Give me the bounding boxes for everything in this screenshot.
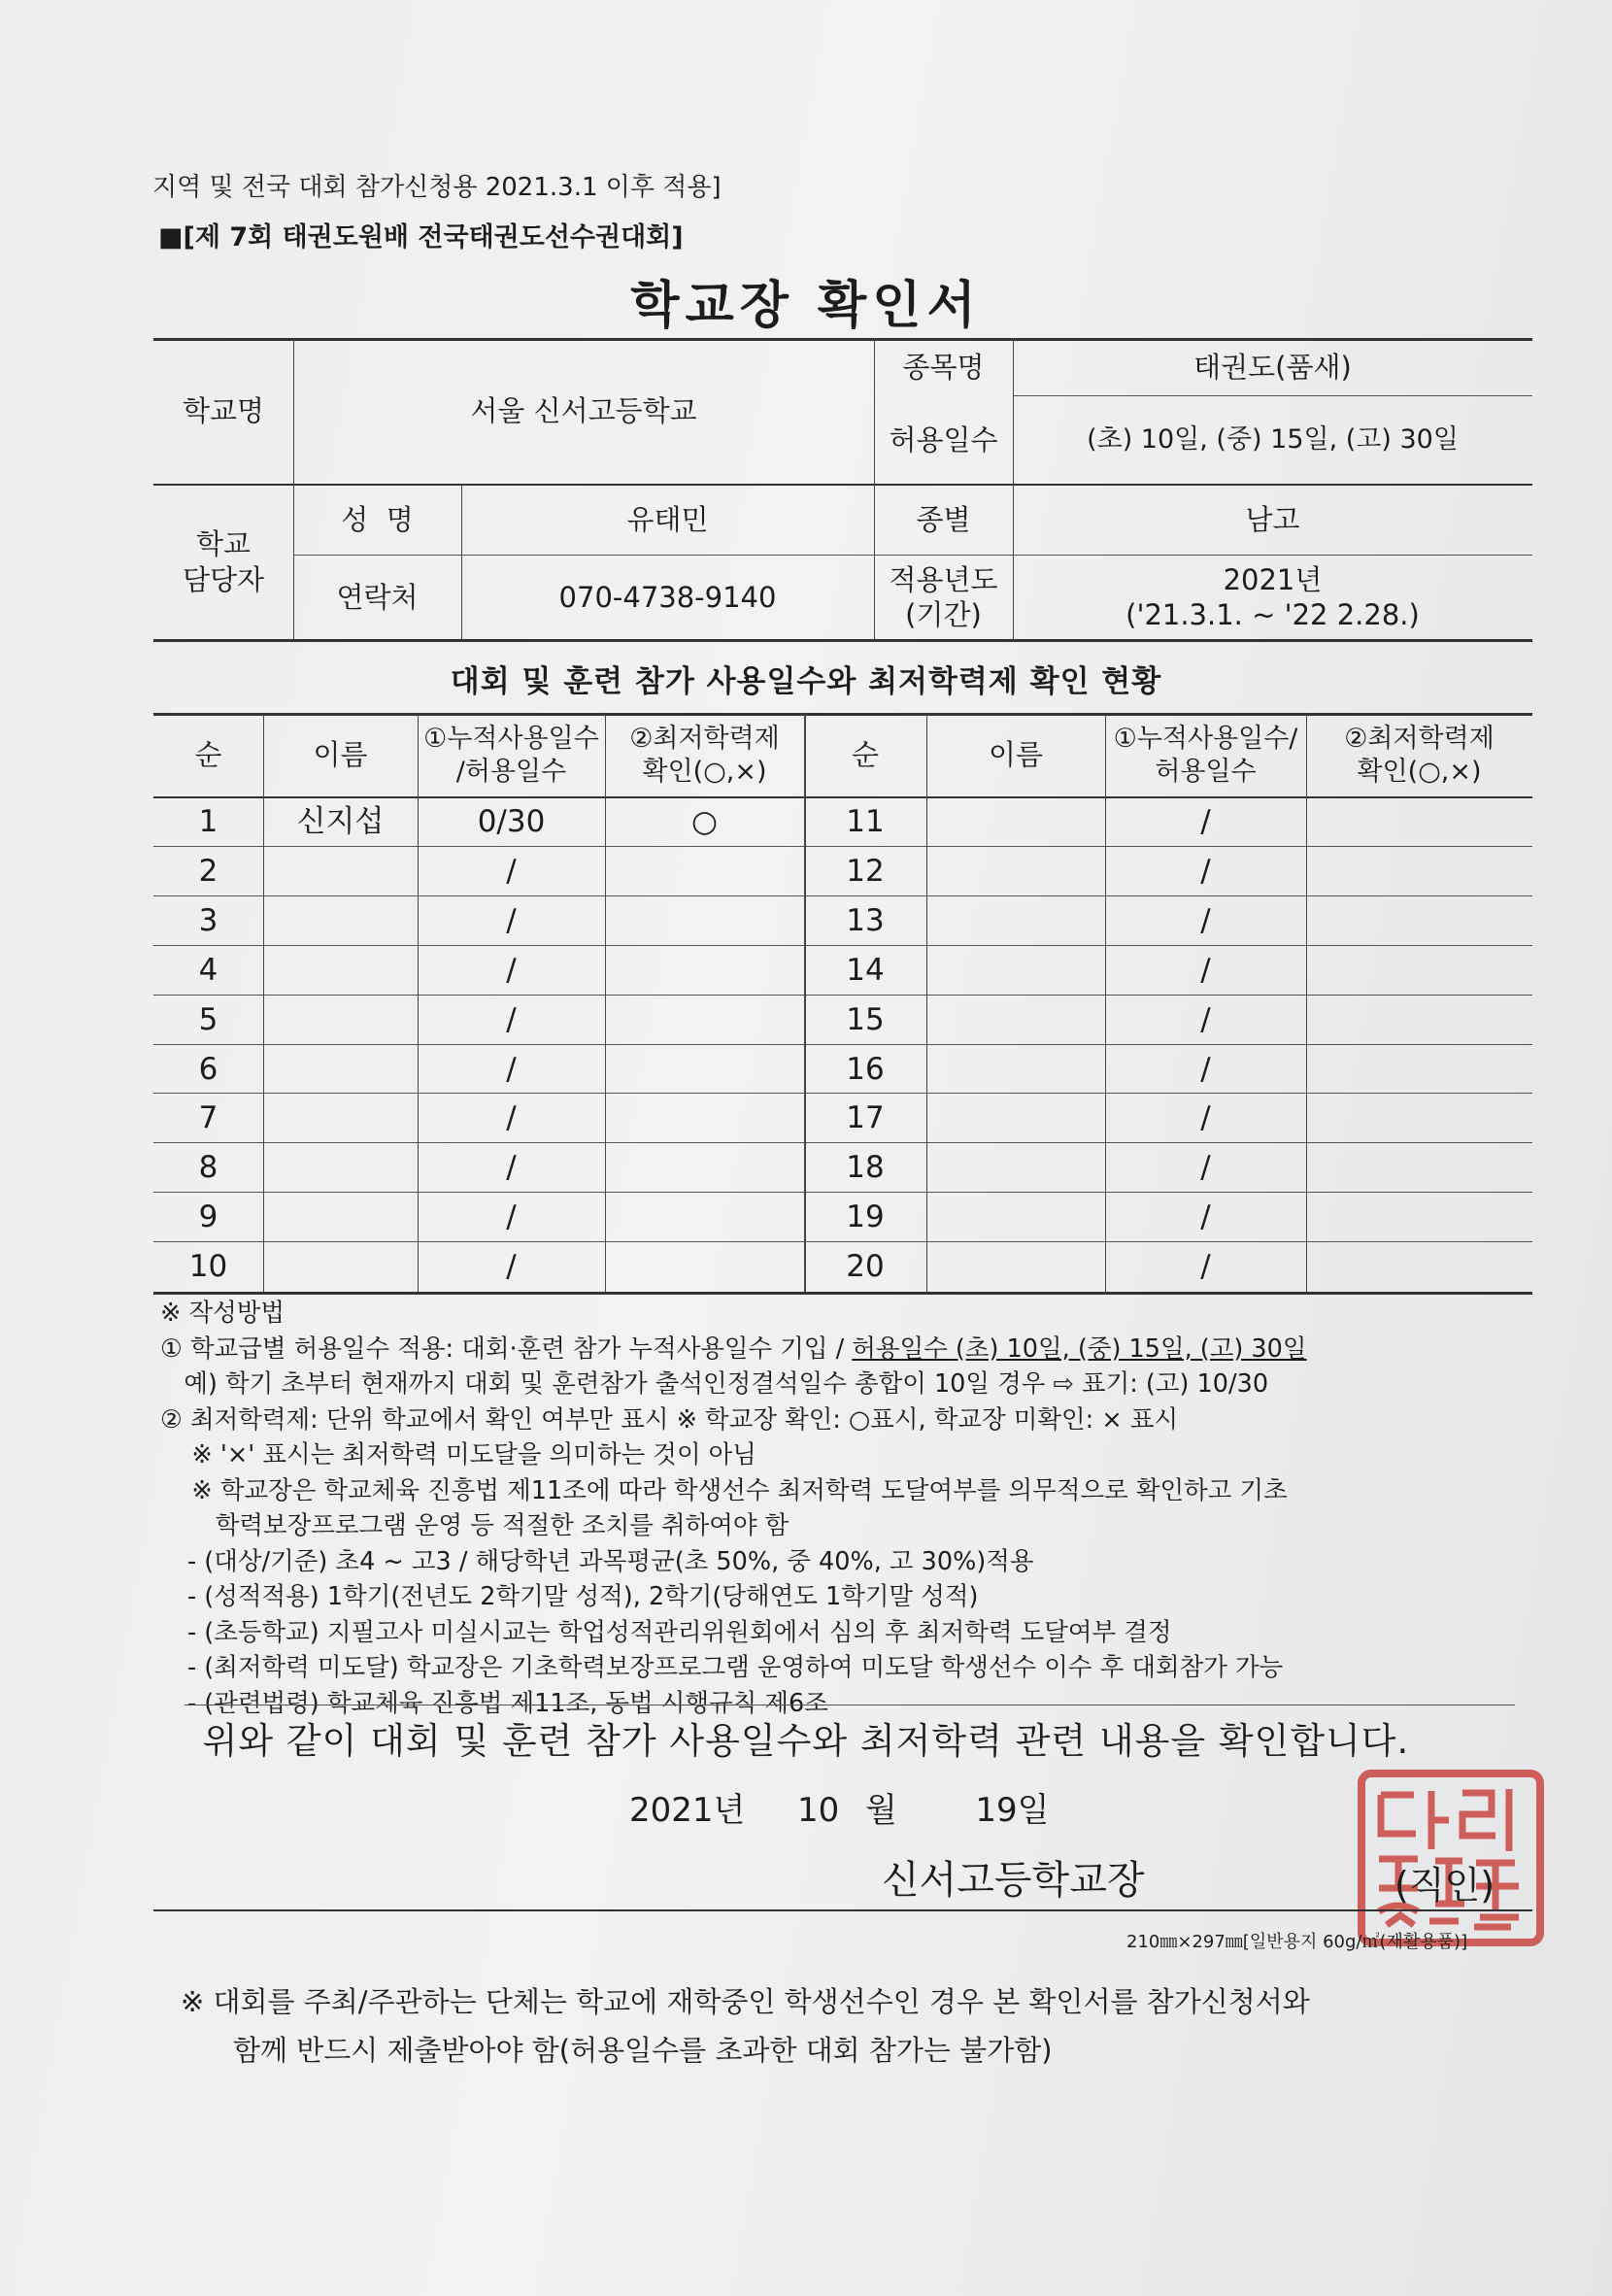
player-name: [263, 1094, 418, 1143]
signature-divider: [153, 1909, 1532, 1911]
footer-notice: [181, 1977, 1310, 2075]
academic-check: ○: [690, 804, 719, 840]
header-days-right: [1105, 714, 1306, 796]
criteria-line: - (관련법령) 학교체육 진흥법 제11조, 동법 시행규칙 제6조: [187, 1688, 828, 1718]
category-label: 종별: [916, 502, 971, 536]
row-number: 18: [846, 1150, 885, 1186]
player-name: [263, 946, 418, 996]
player-name: [263, 996, 418, 1045]
academic-check: [1306, 1193, 1532, 1242]
player-name: [926, 996, 1105, 1045]
header-check-right-line: 확인(○,×): [1357, 756, 1482, 787]
player-name: [263, 1242, 418, 1292]
header-check-right: [1306, 714, 1532, 796]
row-number: 2: [198, 853, 218, 889]
footer-notice-line: ※ 대회를 주최/주관하는 단체는 학교에 재학중인 학생선수인 경우 본 확인서를 참가신청서와: [181, 1985, 1310, 2018]
days-used: /: [1200, 1001, 1211, 1037]
sport-label: 종목명: [902, 350, 985, 384]
header-check-left-line: 확인(○,×): [642, 756, 767, 787]
row-number: 14: [846, 952, 885, 988]
player-name: [926, 1242, 1105, 1292]
academic-check: [605, 1045, 804, 1095]
allowed-days-underlined: 허용일수 (초) 10일, (중) 15일, (고) 30일: [852, 1334, 1307, 1364]
player-name: [926, 1094, 1105, 1143]
confirmation-date: 2021년 10 월 19일: [629, 1791, 1050, 1830]
row-number: 17: [846, 1100, 885, 1136]
player-name: [926, 1045, 1105, 1095]
player-name: 신지섭: [296, 804, 385, 840]
paper-spec: 210㎜×297㎜[일반용지 60g/㎡(재활용품)]: [1126, 1932, 1468, 1952]
academic-check: [1306, 946, 1532, 996]
year-label-line: 적용년도: [889, 562, 998, 596]
days-used: /: [1200, 1199, 1211, 1235]
player-name: [926, 1143, 1105, 1193]
header-check-right-line: ②최저학력제: [1344, 723, 1494, 754]
header-days-left-line: /허용일수: [455, 756, 567, 787]
confirmation-statement: 위와 같이 대회 및 훈련 참가 사용일수와 최저학력 관련 내용을 확인합니다.: [202, 1720, 1410, 1762]
days-used: /: [1200, 804, 1211, 840]
criteria-line: - (최저학력 미도달) 학교장은 기초학력보장프로그램 운영하여 미도달 학생선수 이수 후 대회참가 가능: [187, 1653, 1284, 1682]
contact-label: 연락처: [336, 580, 419, 614]
instruction-line: [160, 1332, 1307, 1367]
criteria-line: - (성적적용) 1학기(전년도 2학기말 성적), 2학기(당해연도 1학기말 성적): [187, 1582, 979, 1611]
player-name: [926, 896, 1105, 946]
academic-check: [605, 847, 804, 896]
year-value-year: 2021년: [1223, 562, 1323, 596]
academic-check: [1306, 847, 1532, 896]
year-label: [874, 556, 1013, 639]
player-name: [926, 1193, 1105, 1242]
days-used: /: [1200, 853, 1211, 889]
allowed-days-value: (초) 10일, (중) 15일, (고) 30일: [1087, 424, 1459, 456]
player-name: [263, 847, 418, 896]
category-value: 남고: [1245, 502, 1300, 536]
event-name: ■[제 7회 태권도원배 전국태권도선수권대회]: [158, 222, 684, 253]
player-name: [263, 1193, 418, 1242]
days-used: /: [506, 853, 517, 889]
row-number: 6: [198, 1051, 218, 1087]
row-number: 10: [188, 1249, 228, 1285]
player-name: [263, 1143, 418, 1193]
info-table-bottom-border: [153, 639, 1532, 642]
academic-check: [1306, 896, 1532, 946]
year-label-line: (기간): [905, 598, 982, 631]
academic-check: [1306, 797, 1532, 847]
row-number: 20: [846, 1249, 885, 1285]
days-used: /: [506, 1051, 517, 1087]
player-name: [263, 1045, 418, 1095]
instructions-title: ※ 작성방법: [160, 1299, 285, 1328]
header-check-left-line: ②최저학력제: [629, 723, 780, 754]
academic-check: [1306, 1143, 1532, 1193]
instruction-text: ① 학교급별 허용일수 적용: 대회·훈련 참가 누적사용일수 기입 /: [160, 1334, 853, 1364]
instruction-line: 예) 학기 초부터 현재까지 대회 및 훈련참가 출석인정결석일수 총합이 10일 경우 ⇨ 표기: (고) 10/30: [160, 1369, 1269, 1399]
instruction-line: ② 최저학력제: 단위 학교에서 확인 여부만 표시 ※ 학교장 확인: ○표시, 학교장 미확인: × 표시: [160, 1404, 1179, 1435]
row-number: 11: [846, 804, 885, 840]
player-name: [926, 847, 1105, 896]
row-number: 19: [846, 1199, 885, 1235]
days-used: /: [506, 1199, 517, 1235]
grid-bottom-border: [153, 1292, 1532, 1295]
days-used: /: [506, 902, 517, 938]
row-number: 8: [198, 1150, 218, 1186]
row-number: 5: [198, 1001, 218, 1037]
header-days-left: [418, 714, 605, 796]
row-number: 12: [846, 853, 885, 889]
row-number: 13: [846, 902, 885, 938]
academic-check: [1306, 1094, 1532, 1143]
days-used: /: [1200, 1051, 1211, 1087]
academic-check: [605, 1193, 804, 1242]
academic-check: [605, 1143, 804, 1193]
days-used: /: [506, 952, 517, 988]
academic-check: [605, 896, 804, 946]
row-number: 1: [198, 804, 218, 840]
instruction-line: 학력보장프로그램 운영 등 적절한 조치를 취하여야 함: [160, 1511, 789, 1540]
row-number: 7: [198, 1100, 218, 1136]
days-used: /: [1200, 1150, 1211, 1186]
days-used: /: [1200, 902, 1211, 938]
days-used: /: [1200, 952, 1211, 988]
principal-title: 신서고등학교장: [882, 1858, 1145, 1903]
academic-check: [605, 1094, 804, 1143]
row-number: 3: [198, 902, 218, 938]
status-grid-title: 대회 및 훈련 참가 사용일수와 최저학력제 확인 현황: [450, 664, 1162, 699]
row-number: 9: [198, 1199, 218, 1235]
instruction-line: ※ '×' 표시는 최저학력 미도달을 의미하는 것이 아님: [160, 1440, 756, 1469]
instruction-line: ※ 학교장은 학교체육 진흥법 제11조에 따라 학생선수 최저학력 도달여부를 의무적으로 확인하고 기초: [160, 1475, 1288, 1505]
days-used: /: [1200, 1100, 1211, 1136]
academic-check: [1306, 1045, 1532, 1095]
header-days-right-line: 허용일수: [1155, 756, 1257, 787]
school-manager-label: [153, 485, 293, 639]
year-value-period: ('21.3.1. ~ '22 2.28.): [1125, 598, 1420, 631]
days-used: /: [506, 1001, 517, 1037]
header-days-left-line: ①누적사용일수: [423, 723, 599, 754]
header-no-left: 순: [194, 738, 222, 772]
row-number: 15: [846, 1001, 885, 1037]
player-name: [263, 896, 418, 946]
academic-check: [1306, 996, 1532, 1045]
footer-notice-line: 함께 반드시 제출받아야 함(허용일수를 초과한 대회 참가는 불가함): [233, 2034, 1053, 2067]
academic-check: [605, 996, 804, 1045]
sport-value: 태권도(품새): [1193, 350, 1352, 384]
criteria-line: - (대상/기준) 초4 ~ 고3 / 해당학년 과목평균(초 50%, 중 40%, 고 30%)적용: [187, 1546, 1034, 1576]
days-used: /: [506, 1150, 517, 1186]
school-manager-label-line: 담당자: [182, 562, 265, 596]
year-value: [1013, 556, 1532, 639]
player-name: [926, 946, 1105, 996]
criteria-line: - (초등학교) 지필고사 미실시교는 학업성적관리위원회에서 심의 후 최저학력 도달여부 결정: [187, 1617, 1172, 1647]
row-number: 16: [846, 1051, 885, 1087]
contact-value: 070-4738-9140: [558, 580, 777, 614]
school-manager-label-line: 학교: [195, 527, 252, 561]
header-days-right-line: ①누적사용일수/: [1113, 723, 1298, 754]
school-name-value: 서울 신서고등학교: [470, 394, 697, 428]
header-name-right: 이름: [988, 738, 1044, 772]
header-check-left: [605, 714, 804, 796]
header-name-left: 이름: [313, 738, 368, 772]
days-used: /: [506, 1249, 517, 1285]
row-number: 4: [198, 952, 218, 988]
academic-check: [605, 1242, 804, 1292]
days-used: /: [1200, 1249, 1211, 1285]
player-name: [926, 797, 1105, 847]
instructions: [160, 1296, 1307, 1721]
manager-name-value: 유태민: [626, 502, 709, 536]
header-no-right: 순: [851, 738, 879, 772]
applicability-note: 지역 및 전국 대회 참가신청용 2021.3.1 이후 적용]: [152, 173, 722, 202]
allowed-days-label: 허용일수: [889, 422, 998, 456]
academic-check: [605, 946, 804, 996]
manager-name-label: 성 명: [341, 502, 414, 536]
document-title: 학교장 확인서: [630, 277, 982, 335]
days-used: 0/30: [477, 804, 546, 840]
academic-check: [1306, 1242, 1532, 1292]
school-name-label: 학교명: [182, 394, 265, 428]
seal-label: (직인): [1394, 1864, 1495, 1907]
days-used: /: [506, 1100, 517, 1136]
